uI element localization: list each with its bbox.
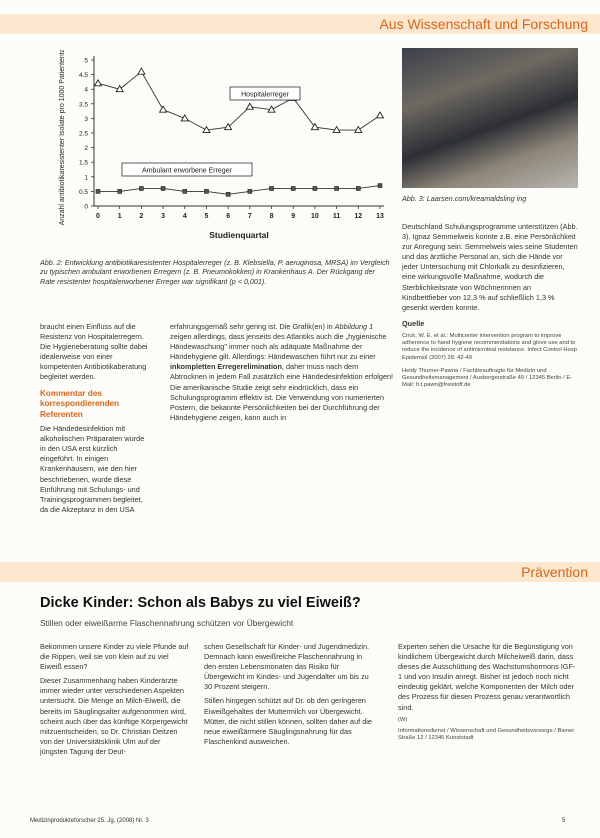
y-tick-label: 2.5: [78, 130, 88, 138]
data-point: [248, 189, 252, 193]
x-tick-label: 8: [269, 213, 274, 220]
data-point: [204, 189, 208, 193]
data-point: [96, 189, 100, 193]
article-col2-p2: Stillen hingegen schützt auf Dr. ob den geringeren Eiweißgehaltes der Muttermilch vor Übergewicht. Mütter, die nicht stillen können, sollten daher auf die neue eiweißärmere Säuglingsnahrung für das Flaschenkind ausweichen.: [204, 696, 372, 746]
middle-paragraph: [170, 322, 396, 423]
y-tick-label: 3: [84, 115, 88, 123]
x-tick-label: 13: [376, 213, 384, 220]
x-axis-label: Studienquartal: [209, 230, 269, 240]
data-point: [270, 186, 274, 190]
section-header-bottom: [0, 562, 600, 582]
data-point: [226, 192, 230, 196]
data-point: [183, 189, 187, 193]
data-point: [313, 186, 317, 190]
x-tick-label: 0: [96, 213, 100, 220]
y-tick-label: 1.5: [78, 159, 88, 167]
article-col1-p1: Bekommen unsere Kinder zu viele Pfunde auf die Rippen, weil sie von klein auf zu viel Eiweiß essen?: [40, 642, 189, 672]
article-col3-contact: Informationsdienst / Wissenschaft und Gesundheitsvorsorge / Biener Straße 12 / 12345 Kunststadt: [398, 727, 575, 742]
x-tick-label: 5: [204, 213, 209, 220]
article-column-1: [40, 642, 190, 761]
x-tick-label: 3: [161, 213, 166, 220]
right-paragraph-1: Deutschland Schulungsprogramme unterstützen (Abb. 3). Ignaz Semmelweis konnte z.B. eine Persönlichkeit zur Anregung sein. Semmelweis wies seine Studenten und das ärztliche Personal an, sich die Hände vor jeder Untersuchung mit Chlorkalk zu desinfizieren, eine wirkungsvolle Maßnahme, wodurch die Sterblichkeitsrate von Wöchnerinnen an Kindbettfieber von 12,3 % auf schließlich 1,3 % gesenkt werden konnte.: [402, 222, 578, 312]
series-line-0: [98, 72, 380, 130]
article-column-3: [398, 642, 578, 746]
y-tick-label: 3.5: [78, 101, 88, 109]
data-point: [355, 127, 362, 133]
y-axis-label: Anzahl antibiotikaresistenter Isolate pro 1000 Patiententage: [59, 50, 66, 226]
data-point: [95, 80, 102, 86]
x-tick-label: 7: [247, 213, 252, 220]
x-tick-label: 6: [226, 213, 231, 220]
y-tick-label: 0.5: [78, 188, 88, 196]
article-col3-p1: Experten sehen die Ursache für die Begünstigung von kindlichem Übergewicht durch Milcheiweiß darin, dass dieses die Ausschüttung des Wachstumshormons IGF-1 und von Insulin anregt. Bisher ist jedoch noch nicht eindeutig geklärt, welche Komponenten der Milch oder des Prozess für diesen Prozess genau verantwortlich sind.: [398, 642, 576, 712]
y-tick-label: 5: [84, 57, 88, 65]
chart-container: [40, 50, 390, 250]
data-point: [181, 115, 188, 121]
x-tick-label: 12: [354, 213, 363, 220]
x-tick-label: 2: [139, 213, 144, 220]
middle-text-c: zeigen allerdings, dass jenseits des Atlantiks auch die „hygienische Händewaschung" immer noch als adäquate Maßnahme der Händehygiene gilt. Allerdings: Händewaschen führt nur zu einer: [170, 332, 387, 362]
x-tick-label: 11: [332, 213, 341, 220]
right-column: [402, 222, 578, 393]
section-header-top: [0, 14, 600, 34]
middle-bold-term: inkompletten Erregerelimination: [170, 362, 282, 372]
article-subtitle: Stillen oder eiweißarme Flaschennahrung schützen vor Übergewicht: [40, 618, 294, 628]
left-column: [40, 322, 150, 519]
y-tick-label: 2: [84, 145, 88, 153]
data-point: [291, 186, 295, 190]
y-tick-label: 0: [84, 203, 88, 211]
article-title: Dicke Kinder: Schon als Babys zu viel Eiweiß?: [40, 595, 361, 611]
legend-label-hospital: Hospitalerreger: [241, 91, 289, 99]
y-tick-label: 4.5: [78, 72, 88, 80]
footer-journal: Medizinprodukteforscher 25. Jg. (2008) Nr. 3: [30, 818, 149, 824]
photo-caption: Abb. 3: Laarsen.com/kreamaldsling ing: [402, 194, 527, 203]
figure-caption: Abb. 2: Entwicklung antibiotikaresistenter Hospitalerreger (z. B. Klebsiella, P. aeruginosa, MRSA) im Vergleich zu typischen ambulant erworbenen Erregern (z. B. Pneumokokken) in Krankenhaus A. Der Rückgang der Rate resistenter hospitalerworbener Erreger war signifikant (p < 0,001).: [40, 258, 390, 286]
data-point: [377, 112, 384, 118]
resistance-chart: [40, 50, 390, 250]
section-title-bottom: Prävention: [521, 564, 588, 580]
article-col3-author: (W): [398, 716, 408, 723]
data-point: [356, 186, 360, 190]
contact-block: Heidy Thurner-Pawna / Fachbeauftragte für Medizin und Gesundheitsmanagement / Ausbergerstraße 49 / 12345 Berlin / E-Mail: h.t.pawn@freistoff.de: [402, 367, 573, 389]
x-tick-label: 4: [182, 213, 187, 220]
middle-text-a: erfahrungsgemäß sehr gering ist. Die Grafik(en) in: [170, 322, 335, 331]
left-paragraph-2: Die Händedesinfektion mit alkoholischen Präparaten wurde in den USA erst kürzlich eingeführt. In einigen Krankenhäusern, wie den hier beschriebenen, wurde diese Einführung mit Schulungs- und Trainingsprogrammen begleitet, da die Akzeptanz in den USA: [40, 424, 145, 514]
data-point: [246, 103, 253, 109]
middle-text-e: , daher muss nach dem Abtrocknen in jedem Fall zusätzlich eine Händedesinfektion erfolgen! Die amerikanische Studie zeigt sehr eindrücklich, dass ein Schulungsprogramm effektiv ist. Die Verwendung von numerierten Postern, die bekannte Persönlichkeiten bei der Durchführung der Händehygiene zeigen, kann auch in: [170, 362, 394, 422]
section-title: Aus Wissenschaft und Forschung: [379, 16, 588, 32]
data-point: [138, 68, 145, 74]
data-point: [139, 186, 143, 190]
x-tick-label: 10: [311, 213, 319, 220]
page-number: 5: [562, 818, 566, 824]
middle-column: [170, 322, 396, 427]
data-point: [160, 106, 167, 112]
x-tick-label: 9: [291, 213, 296, 220]
data-point: [378, 184, 382, 188]
left-paragraph-1: braucht einen Einfluss auf die Resistenz von Hospitalerregern. Die Hygieneberatung sollte dabei idealerweise von einer kompetenten Antibiotikaberatung begleitet werden.: [40, 322, 148, 382]
x-tick-label: 1: [117, 213, 122, 220]
quelle-text: Crick, W. E. et al.: Multicenter intervention program to improve adherence to hand hygiene recommendations and glove use and to reduce the incidence of antimicrobial resistance. Infect Control Hosp Epidemiol (2007) 28: 42-49: [402, 332, 577, 361]
middle-figure-ref: Abbildung 1: [334, 322, 374, 331]
data-point: [118, 189, 122, 193]
article-column-2: [204, 642, 374, 751]
comment-heading: Kommentar des korrespondierenden Referenten: [40, 388, 120, 419]
historical-photo: [402, 48, 578, 188]
legend-label-ambulant: Ambulant erworbene Erreger: [142, 167, 232, 175]
y-tick-label: 1: [84, 174, 88, 182]
quelle-label: Quelle: [402, 318, 425, 328]
data-point: [335, 186, 339, 190]
y-tick-label: 4: [84, 86, 88, 94]
article-col1-p2: Dieser Zusammenhang haben Kinderärzte immer wieder unter verschiedenen Aspekten untersucht. Die Menge an Milch-Eiweiß, die bereits im Säuglingsalter aufgenommen wird, scheint auch über das künftige Körpergewicht mitzuentscheiden, so Dr. Christian Deitzen von der Universitätsklinik Ulm auf der jüngsten Tagung der Deut-: [40, 676, 188, 756]
article-col2-p1: schen Gesellschaft für Kinder- und Jugendmedizin. Demnach kann eiweißreiche Flaschennahrung in den ersten Lebensmonaten das Risiko für Übergewicht im Kindes- und Jugendalter um bis zu 30 Prozent steigern.: [204, 642, 370, 692]
data-point: [161, 186, 165, 190]
